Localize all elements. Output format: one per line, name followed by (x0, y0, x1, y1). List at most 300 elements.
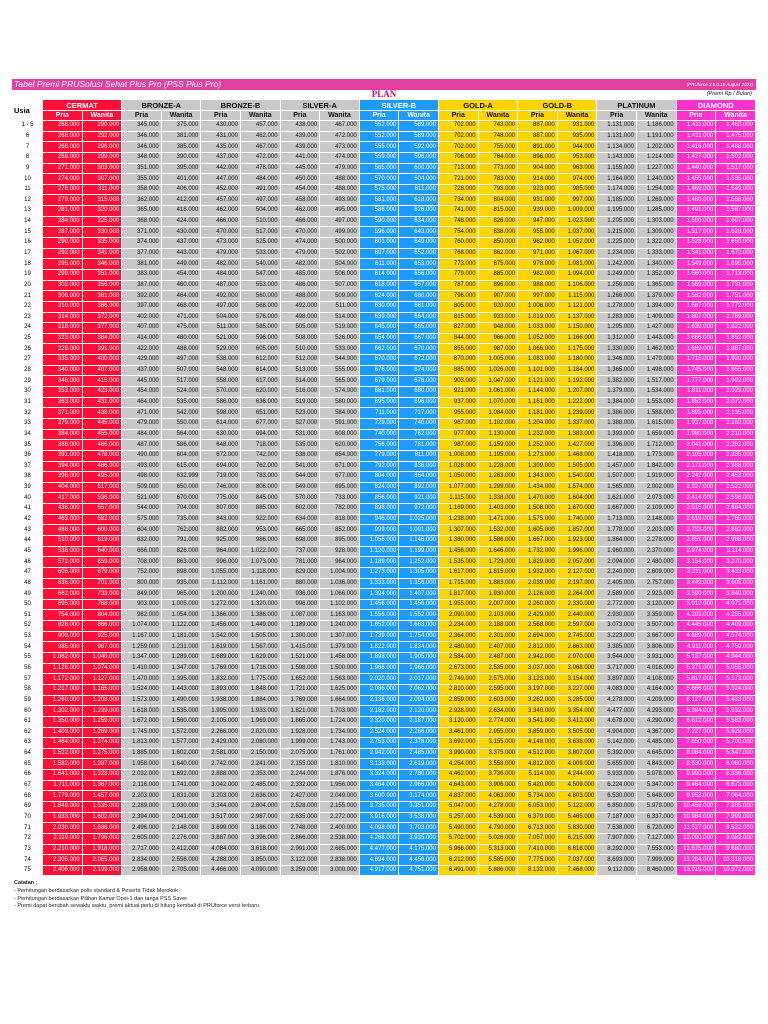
table-row (13, 621, 756, 632)
premium-cell: 1.273.000 (518, 450, 558, 461)
premium-cell: 5.026.000 (478, 833, 518, 844)
premium-cell: 1.848.000 (240, 684, 280, 695)
age-cell: 31 (13, 397, 43, 408)
premium-cell: 836.000 (399, 461, 439, 472)
premium-cell: 1.535.000 (82, 802, 122, 813)
premium-cell: 2.199.000 (82, 865, 122, 876)
table-row (13, 397, 756, 408)
premium-cell: 667.000 (399, 333, 439, 344)
premium-cell: 2.332.000 (280, 780, 320, 791)
age-cell: 25 (13, 333, 43, 344)
premium-cell: 1.106.000 (557, 280, 597, 291)
premium-cell: 1.469.000 (676, 184, 716, 195)
premium-cell: 2.394.000 (122, 812, 162, 823)
premium-cell: 1.166.000 (557, 333, 597, 344)
premium-cell: 604.000 (399, 174, 439, 185)
premium-cell: 3.544.000 (597, 653, 637, 664)
premium-cell: 5.490.000 (438, 823, 478, 834)
premium-cell: 679.000 (359, 376, 399, 387)
premium-cell: 755.000 (478, 142, 518, 153)
premium-cell: 630.000 (359, 301, 399, 312)
age-cell: 33 (13, 418, 43, 429)
premium-cell: 7.187.000 (597, 812, 637, 823)
age-cell: 10 (13, 174, 43, 185)
premium-cell: 965.000 (161, 589, 201, 600)
premium-cell: 1.751.000 (716, 291, 756, 302)
table-row (13, 174, 756, 185)
premium-cell: 5.702.000 (438, 833, 478, 844)
premium-cell: 4.288.000 (201, 855, 241, 866)
table-row (13, 387, 756, 398)
premium-cell: 754.000 (438, 227, 478, 238)
premium-cell: 1.458.000 (320, 653, 360, 664)
premium-cell: 634.000 (280, 514, 320, 525)
premium-cell: 487.000 (201, 280, 241, 291)
premium-cell: 1.507.000 (597, 472, 637, 483)
age-cell: 56 (13, 663, 43, 674)
premium-cell: 3.703.000 (399, 823, 439, 834)
premium-cell: 482.000 (280, 259, 320, 270)
age-cell: 64 (13, 748, 43, 759)
premium-cell: 4.812.000 (518, 759, 558, 770)
premium-cell: 3.396.000 (240, 833, 280, 844)
premium-cell: 2.057.000 (557, 557, 597, 568)
premium-cell: 13.915.000 (676, 865, 716, 876)
premium-cell: 598.000 (201, 408, 241, 419)
premium-cell: 353.000 (43, 387, 83, 398)
age-cell: 60 (13, 706, 43, 717)
premium-cell: 471.000 (161, 312, 201, 323)
premium-cell: 1.263.000 (478, 472, 518, 483)
table-row (13, 844, 756, 855)
premium-cell: 1.273.000 (359, 567, 399, 578)
premium-cell: 1.815.000 (478, 567, 518, 578)
premium-cell: 3.590.000 (676, 589, 716, 600)
premium-cell: 470.000 (280, 227, 320, 238)
premium-cell: 1.185.000 (597, 195, 637, 206)
premium-cell: 645.000 (359, 323, 399, 334)
premium-cell: 2.017.000 (399, 674, 439, 685)
premium-cell: 2.619.000 (399, 759, 439, 770)
premium-cell: 815.000 (478, 206, 518, 217)
premium-cell: 1.169.000 (438, 504, 478, 515)
premium-cell: 568.000 (240, 301, 280, 312)
premium-cell: 1.713.000 (597, 514, 637, 525)
premium-cell: 677.000 (320, 472, 360, 483)
premium-cell: 1.225.000 (597, 238, 637, 249)
premium-cell: 2.780.000 (399, 770, 439, 781)
premium-cell: 852.000 (320, 525, 360, 536)
premium-cell: 1.582.000 (676, 291, 716, 302)
premium-cell: 1.488.000 (716, 142, 756, 153)
age-cell: 57 (13, 674, 43, 685)
premium-cell: 564.000 (161, 429, 201, 440)
premium-cell: 696.000 (399, 397, 439, 408)
premium-cell: 1.287.000 (82, 759, 122, 770)
premium-cell: 2.029.000 (716, 387, 756, 398)
table-row (13, 450, 756, 461)
premium-cell: 2.584.000 (438, 653, 478, 664)
premium-cell: 8.530.000 (676, 759, 716, 770)
premium-cell: 10.972.000 (716, 865, 756, 876)
premium-cell: 5.966.000 (438, 844, 478, 855)
age-cell: 75 (13, 865, 43, 876)
premium-cell: 1.575.000 (518, 514, 558, 525)
premium-cell: 1.640.000 (161, 759, 201, 770)
premium-cell: 362.000 (122, 195, 162, 206)
premium-cell: 541.000 (280, 461, 320, 472)
premium-cell: 805.000 (438, 301, 478, 312)
premium-cell: 6.850.000 (597, 802, 637, 813)
table-row (13, 376, 756, 387)
premium-cell: 4.278.000 (478, 802, 518, 813)
premium-cell: 517.000 (240, 227, 280, 238)
premium-cell: 1.773.000 (636, 450, 676, 461)
premium-cell: 2.595.000 (478, 684, 518, 695)
premium-cell: 443.000 (161, 248, 201, 259)
premium-cell: 735.000 (161, 514, 201, 525)
premium-cell: 1.729.000 (478, 557, 518, 568)
premium-cell: 299.000 (82, 152, 122, 163)
premium-cell: 1.252.000 (518, 440, 558, 451)
age-cell: 8 (13, 152, 43, 163)
premium-cell: 5.137.000 (676, 653, 716, 664)
premium-cell: 1.202.000 (636, 142, 676, 153)
premium-cell: 1.427.000 (557, 440, 597, 451)
premium-cell: 1.995.000 (201, 706, 241, 717)
premium-cell: 1.918.000 (82, 844, 122, 855)
premium-cell: 3.068.000 (557, 663, 597, 674)
premium-cell: 4.904.000 (597, 727, 637, 738)
premium-cell: 2.427.000 (280, 791, 320, 802)
premium-cell: 1.312.000 (597, 333, 637, 344)
premium-cell: 1.933.000 (43, 812, 83, 823)
premium-cell: 1.005.000 (161, 599, 201, 610)
premium-cell: 1.560.000 (161, 716, 201, 727)
premium-cell: 661.000 (399, 301, 439, 312)
wanita-header: Wanita (636, 111, 676, 121)
table-row (13, 418, 756, 429)
table-row (13, 631, 756, 642)
premium-cell: 445.000 (280, 163, 320, 174)
age-cell: 62 (13, 727, 43, 738)
premium-cell: 4.293.000 (636, 706, 676, 717)
premium-cell: 2.635.000 (280, 812, 320, 823)
premium-cell: 2.378.000 (399, 738, 439, 749)
table-row (13, 663, 756, 674)
premium-cell: 472.000 (320, 131, 360, 142)
premium-cell: 1.379.000 (320, 642, 360, 653)
premium-cell: 1.259.000 (122, 642, 162, 653)
premium-cell: 1.415.000 (280, 642, 320, 653)
premium-cell: 375.000 (161, 121, 201, 132)
premium-cell: 2.155.000 (320, 802, 360, 813)
table-row (13, 206, 756, 217)
premium-cell: 1.305.000 (399, 567, 439, 578)
premium-cell: 5.617.000 (676, 674, 716, 685)
premium-cell: 7.999.000 (716, 812, 756, 823)
premium-cell: 401.000 (161, 174, 201, 185)
premium-cell: 586.000 (201, 397, 241, 408)
premium-cell: 743.000 (478, 121, 518, 132)
premium-cell: 1.061.000 (478, 387, 518, 398)
premium-cell: 1.394.000 (636, 301, 676, 312)
premium-cell: 1.418.000 (597, 450, 637, 461)
premium-cell: 1.652.000 (359, 621, 399, 632)
premium-cell: 1.067.000 (557, 248, 597, 259)
premium-cell: 2.619.000 (676, 514, 716, 525)
premium-cell: 385.000 (161, 142, 201, 153)
premium-cell: 1.272.000 (201, 599, 241, 610)
premium-cell: 544.000 (122, 504, 162, 515)
premium-cell: 2.266.000 (399, 727, 439, 738)
premium-cell: 281.000 (43, 206, 83, 217)
age-cell: 32 (13, 408, 43, 419)
premium-cell: 1.569.000 (676, 280, 716, 291)
premium-cell: 636.000 (240, 397, 280, 408)
premium-cell: 2.330.000 (557, 599, 597, 610)
premium-cell: 1.605.000 (518, 525, 558, 536)
premium-cell: 550.000 (161, 418, 201, 429)
premium-cell: 748.000 (438, 216, 478, 227)
premium-cell: 1.470.000 (122, 674, 162, 685)
premium-cell: 624.000 (359, 291, 399, 302)
premium-cell: 1.849.000 (43, 802, 83, 813)
premium-cell: 346.000 (122, 131, 162, 142)
premium-cell: 694.000 (240, 429, 280, 440)
premium-cell: 538.000 (43, 546, 83, 557)
premium-cell: 445.000 (122, 376, 162, 387)
premium-cell: 1.228.000 (478, 461, 518, 472)
premium-cell: 1.822.000 (716, 323, 756, 334)
premium-cell: 3.120.000 (438, 716, 478, 727)
premium-cell: 1.938.000 (201, 695, 241, 706)
premium-cell: 1.857.000 (557, 525, 597, 536)
premium-cell: 1.365.000 (597, 365, 637, 376)
premium-cell: 366.000 (82, 301, 122, 312)
premium-cell: 1.434.000 (518, 482, 558, 493)
pria-header: Pria (676, 111, 716, 121)
premium-cell: 1.386.000 (240, 610, 280, 621)
premium-cell: 1.328.000 (82, 770, 122, 781)
premium-cell: 903.000 (438, 376, 478, 387)
premium-cell: 2.429.000 (201, 738, 241, 749)
premium-cell: 826.000 (478, 216, 518, 227)
premium-cell: 1.023.000 (557, 216, 597, 227)
premium-cell: 1.303.000 (636, 216, 676, 227)
premium-cell: 2.327.000 (676, 482, 716, 493)
premium-cell: 7.468.000 (557, 865, 597, 876)
premium-cell: 8.693.000 (597, 855, 637, 866)
premium-cell: 582.000 (82, 514, 122, 525)
premium-cell: 4.678.000 (597, 716, 637, 727)
premium-cell: 552.000 (359, 121, 399, 132)
premium-cell: 1.577.000 (161, 738, 201, 749)
premium-cell: 2.272.000 (320, 812, 360, 823)
premium-cell: 896.000 (478, 280, 518, 291)
premium-cell: 1.928.000 (280, 727, 320, 738)
premium-cell: 488.000 (43, 525, 83, 536)
premium-cell: 5.465.000 (557, 812, 597, 823)
premium-cell: 498.000 (122, 472, 162, 483)
premium-cell: 486.000 (82, 461, 122, 472)
premium-cell: 1.646.000 (478, 546, 518, 557)
premium-cell: 1.232.000 (518, 429, 558, 440)
table-row (13, 546, 756, 557)
premium-cell: 2.094.000 (399, 695, 439, 706)
premium-cell: 5.078.000 (636, 770, 676, 781)
premium-cell: 7.505.000 (716, 802, 756, 813)
premium-cell: 437.000 (161, 238, 201, 249)
premium-cell: 791.000 (161, 535, 201, 546)
premium-cell: 596.000 (359, 227, 399, 238)
premium-cell: 507.000 (320, 280, 360, 291)
premium-cell: 964.000 (320, 557, 360, 568)
premium-cell: 657.000 (399, 280, 439, 291)
premium-cell: 1.958.000 (122, 759, 162, 770)
premium-cell: 473.000 (201, 238, 241, 249)
table-row (13, 227, 756, 238)
table-row (13, 408, 756, 419)
table-row (13, 238, 756, 249)
premium-cell: 517.000 (82, 482, 122, 493)
premium-cell: 9.953.000 (676, 791, 716, 802)
premium-cell: 1.333.000 (359, 578, 399, 589)
premium-cell: 1.932.000 (518, 567, 558, 578)
premium-cell: 2.694.000 (518, 631, 558, 642)
premium-cell: 5.324.000 (716, 684, 756, 695)
premium-cell: 1.992.000 (716, 376, 756, 387)
premium-cell: 544.000 (320, 355, 360, 366)
premium-cell: 449.000 (161, 259, 201, 270)
premium-cell: 4.175.000 (399, 844, 439, 855)
premium-cell: 466.000 (201, 216, 241, 227)
premium-cell: 1.563.000 (320, 674, 360, 685)
table-row (13, 525, 756, 536)
premium-cell: 3.667.000 (636, 631, 676, 642)
premium-cell: 3.990.000 (438, 748, 478, 759)
premium-cell: 395.000 (161, 163, 201, 174)
premium-cell: 4.944.000 (716, 653, 756, 664)
premium-cell: 4.689.000 (676, 631, 716, 642)
wanita-header: Wanita (557, 111, 597, 121)
premium-cell: 741.000 (438, 206, 478, 217)
premium-cell: 423.000 (82, 387, 122, 398)
premium-cell: 2.400.000 (320, 823, 360, 834)
table-row (13, 259, 756, 270)
premium-cell: 1.386.000 (597, 408, 637, 419)
premium-cell: 3.114.000 (716, 546, 756, 557)
premium-cell: 4.083.000 (597, 684, 637, 695)
premium-cell: 1.409.000 (636, 312, 676, 323)
premium-cell: 742.000 (240, 450, 280, 461)
premium-cell: 512.000 (280, 355, 320, 366)
premium-cell: 2.991.000 (280, 844, 320, 855)
premium-cell: 605.000 (43, 567, 83, 578)
version-label: (PRUforce 3.9.0.15 August 2023) (686, 82, 753, 87)
premium-cell: 935.000 (557, 131, 597, 142)
premium-cell: 521.000 (122, 493, 162, 504)
premium-cell: 2.882.000 (716, 525, 756, 536)
premium-cell: 1.573.000 (122, 695, 162, 706)
premium-cell: 3.270.000 (716, 557, 756, 568)
premium-cell: 531.000 (280, 429, 320, 440)
premium-cell: 2.032.000 (122, 770, 162, 781)
table-row (13, 514, 756, 525)
premium-cell: 708.000 (122, 557, 162, 568)
unit-label: (Premi Rp / Bulan) (706, 91, 752, 97)
premium-cell: 510.000 (240, 216, 280, 227)
premium-cell: 838.000 (478, 227, 518, 238)
premium-cell: 632.000 (122, 535, 162, 546)
age-cell: 17 (13, 248, 43, 259)
premium-cell: 1.330.000 (597, 344, 637, 355)
premium-cell: 1.732.000 (518, 546, 558, 557)
premium-cell: 1.074.000 (122, 621, 162, 632)
age-cell: 49 (13, 589, 43, 600)
premium-cell: 1.167.000 (122, 631, 162, 642)
premium-cell: 654.000 (359, 333, 399, 344)
premium-cell: 2.429.000 (518, 610, 558, 621)
premium-cell: 5.532.000 (716, 706, 756, 717)
premium-cell: 1.094.000 (557, 269, 597, 280)
age-cell: 20 (13, 280, 43, 291)
premium-cell: 3.464.000 (359, 780, 399, 791)
premium-cell: 3.324.000 (359, 770, 399, 781)
premium-cell: 2.440.000 (557, 610, 597, 621)
premium-cell: 1.703.000 (320, 706, 360, 717)
premium-cell: 1.008.000 (438, 450, 478, 461)
premium-cell: 1.672.000 (716, 248, 756, 259)
premium-cell: 4.539.000 (478, 812, 518, 823)
premium-cell: 3.262.000 (518, 695, 558, 706)
premium-cell: 346.000 (122, 142, 162, 153)
premium-cell: 2.197.000 (557, 578, 597, 589)
premium-cell: 996.000 (280, 599, 320, 610)
premium-cell: 3.433.000 (716, 567, 756, 578)
premium-cell: 268.000 (43, 121, 83, 132)
premium-cell: 1.440.000 (676, 163, 716, 174)
premium-cell: 1.905.000 (399, 653, 439, 664)
premium-cell: 614.000 (359, 269, 399, 280)
premium-cell: 490.000 (122, 450, 162, 461)
premium-cell: 307.000 (82, 174, 122, 185)
premium-cell: 681.000 (359, 387, 399, 398)
premium-cell: 773.000 (438, 259, 478, 270)
premium-cell: 557.000 (82, 504, 122, 515)
premium-cell: 1.923.000 (557, 535, 597, 546)
table-row (13, 770, 756, 781)
premium-cell: 2.812.000 (518, 642, 558, 653)
premium-cell: 1.115.000 (557, 291, 597, 302)
premium-cell: 1.779.000 (43, 791, 83, 802)
premium-cell: 1.054.000 (161, 610, 201, 621)
premium-cell: 5.122.000 (557, 802, 597, 813)
premium-cell: 4.485.000 (636, 738, 676, 749)
premium-cell: 2.264.000 (557, 589, 597, 600)
premium-cell: 3.351.000 (399, 802, 439, 813)
premium-cell: 1.283.000 (597, 312, 637, 323)
premium-cell: 1.457.000 (82, 791, 122, 802)
table-row (13, 301, 756, 312)
premium-cell: 702.000 (438, 131, 478, 142)
premium-cell: 1.667.000 (597, 504, 637, 515)
premium-cell: 1.365.000 (636, 280, 676, 291)
premium-cell: 3.935.000 (399, 833, 439, 844)
wanita-header: Wanita (399, 111, 439, 121)
premium-cell: 1.502.000 (716, 152, 756, 163)
note-item: - Perhitungan berdasarkan Pilihan Kamar Opsi-1 dan tanpa PSS Saver (14, 895, 188, 902)
